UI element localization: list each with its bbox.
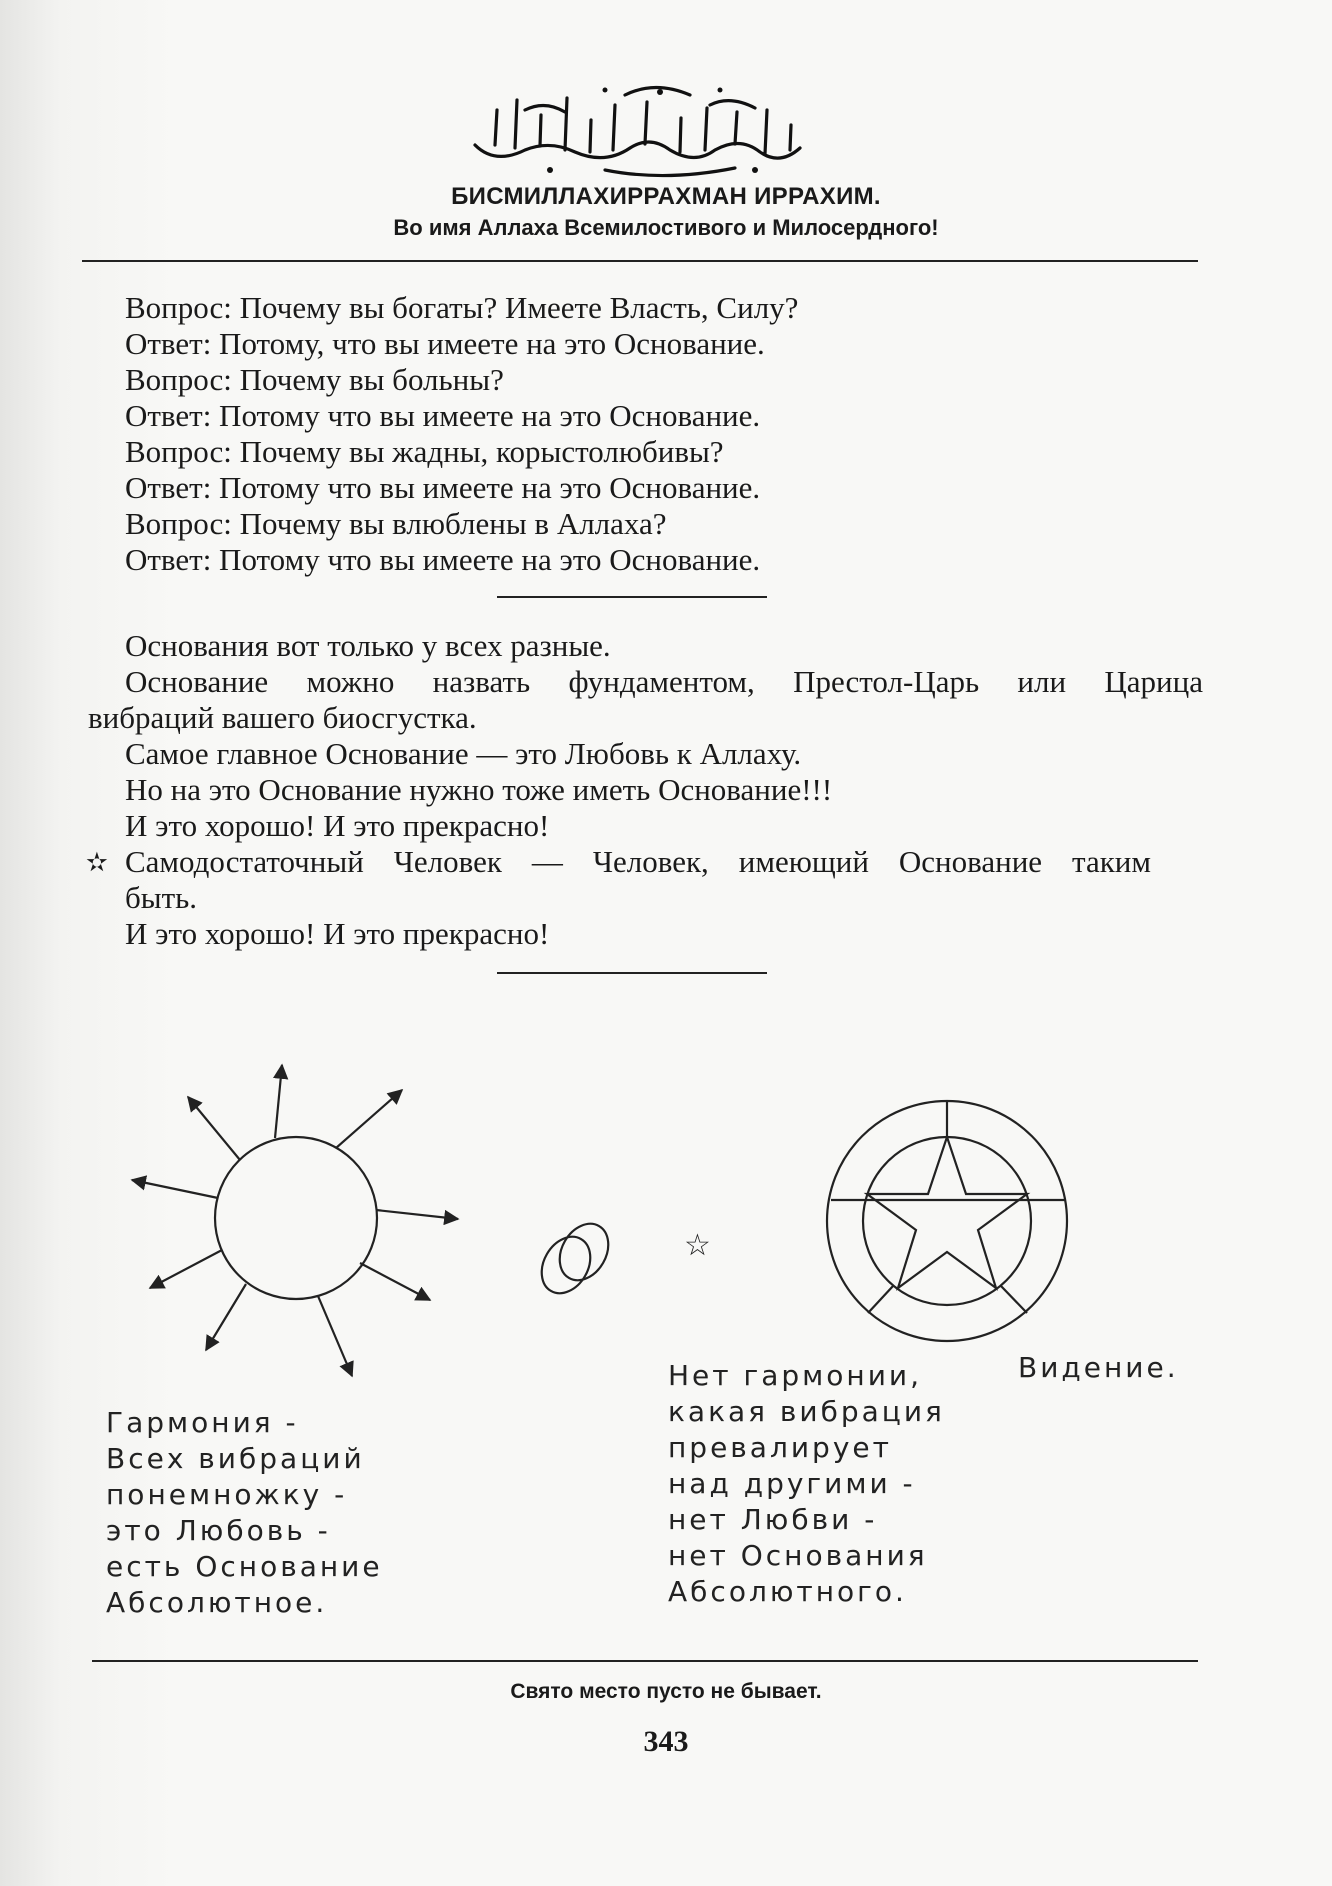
paragraph: Самое главное Основание — это Любовь к Аллаху. <box>125 736 802 771</box>
left-drawing-caption <box>106 1405 383 1621</box>
sun-ray <box>132 1180 218 1198</box>
paragraph: Но на это Основание нужно тоже иметь Основание!!! <box>125 772 833 807</box>
paragraph: И это хорошо! И это прекрасно! <box>125 916 550 951</box>
caption-line: Гармония - <box>106 1406 299 1439</box>
caption-line: Абсолютное. <box>106 1586 328 1619</box>
sun-ray <box>318 1296 352 1376</box>
caption-line: какая вибрация <box>668 1395 945 1428</box>
paragraph: Самодостаточный Человек — Человек, имеющий Основание таким <box>125 844 1151 879</box>
page-number: 343 <box>643 1725 689 1758</box>
ovals-drawing <box>532 1215 618 1302</box>
caption-line: это Любовь - <box>106 1514 331 1547</box>
qa-line: Вопрос: Почему вы жадны, корыстолюбивы? <box>125 434 724 469</box>
sun-ray <box>188 1097 240 1160</box>
caption-line: превалирует <box>668 1431 892 1464</box>
vision-label: Видение. <box>1018 1351 1179 1384</box>
paragraph: Основание можно назвать фундаментом, Престол-Царь или Царица <box>125 664 1203 699</box>
star-marker-icon: ✫ <box>86 848 108 877</box>
qa-line: Вопрос: Почему вы больны? <box>125 362 504 397</box>
paragraph-continuation: быть. <box>125 880 198 915</box>
circle-star-drawing <box>827 1101 1067 1341</box>
paragraph-continuation: вибраций вашего биосгустка. <box>88 700 477 735</box>
sun-ray <box>206 1284 246 1350</box>
caption-line: нет Основания <box>668 1539 928 1572</box>
small-star-icon: ☆ <box>684 1228 714 1263</box>
sun-ray <box>376 1210 458 1219</box>
qa-line: Ответ: Потому что вы имеете на это Основание. <box>125 398 761 433</box>
sun-drawing <box>132 1065 458 1376</box>
caption-line: Нет гармонии, <box>668 1359 922 1392</box>
sun-ray <box>336 1090 402 1148</box>
paragraph: И это хорошо! И это прекрасно! <box>125 808 550 843</box>
right-drawing-caption <box>668 1358 945 1610</box>
footer-rule <box>92 1660 1198 1662</box>
footer-proverb: Свято место пусто не бывает. <box>510 1680 822 1703</box>
qa-line: Ответ: Потому, что вы имеете на это Основание. <box>125 326 765 361</box>
sun-circle <box>215 1137 377 1299</box>
caption-line: Всех вибраций <box>106 1442 365 1475</box>
header-subtitle: Во имя Аллаха Всемилостивого и Милосердного! <box>393 215 939 240</box>
qa-line: Вопрос: Почему вы богаты? Имеете Власть, Силу? <box>125 290 799 325</box>
paragraph: Основания вот только у всех разные. <box>125 628 611 663</box>
qa-line: Вопрос: Почему вы влюблены в Аллаха? <box>125 506 667 541</box>
sun-ray <box>275 1065 282 1138</box>
sun-ray <box>150 1250 222 1288</box>
caption-line: Абсолютного. <box>668 1575 907 1608</box>
qa-line: Ответ: Потому что вы имеете на это Основание. <box>125 470 761 505</box>
caption-line: понемножку - <box>106 1478 348 1511</box>
caption-line: нет Любви - <box>668 1503 878 1536</box>
header-title: БИСМИЛЛАХИРРАХМАН ИРРАХИМ. <box>451 183 881 210</box>
caption-line: есть Основание <box>106 1550 383 1583</box>
sun-ray <box>360 1263 430 1300</box>
caption-line: над другими - <box>668 1467 916 1500</box>
qa-line: Ответ: Потому что вы имеете на это Основание. <box>125 542 761 577</box>
